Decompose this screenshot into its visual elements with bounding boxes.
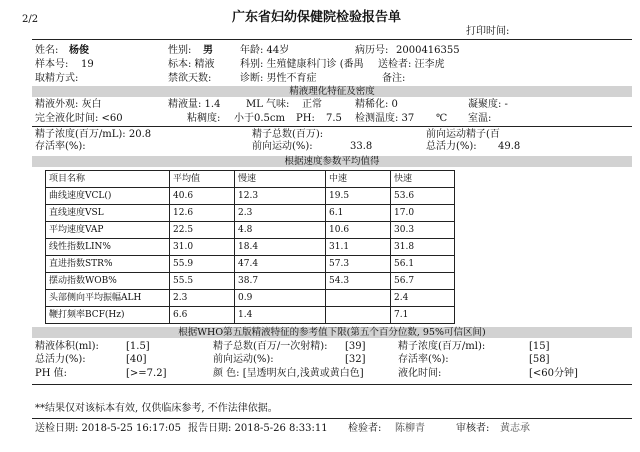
table-cell: 10.6 — [326, 222, 391, 239]
ref-progressive-value: [32] — [345, 354, 366, 365]
inspector-signature: 陈柳青 — [395, 423, 425, 434]
specimen: 标本: 精液 — [168, 59, 215, 70]
report-title: 广东省妇幼保健院检验报告单 — [232, 10, 402, 25]
section-velocity-title: 根据速度参数平均值得 — [32, 156, 632, 167]
table-cell: 12.6 — [170, 205, 235, 222]
sender: 送检者: 汪李虎 — [378, 59, 445, 70]
table-cell: 31.0 — [170, 239, 235, 256]
record-label: 病历号: — [355, 45, 389, 56]
section-physical-title: 精液理化特征及密度 — [32, 86, 632, 97]
table-cell: 56.1 — [391, 256, 455, 273]
table-cell: 2.3 — [235, 205, 326, 222]
table-cell: 4.8 — [235, 222, 326, 239]
sample-label: 样本号: — [35, 59, 69, 70]
viscosity-label: 粘稠度: — [187, 113, 221, 124]
department: 科别: 生殖健康科门诊 (番禺 — [240, 59, 364, 70]
table-cell: 55.5 — [170, 273, 235, 290]
table-cell: 7.1 — [391, 307, 455, 324]
table-cell: 57.3 — [326, 256, 391, 273]
name-label: 姓名: — [35, 45, 59, 56]
table-cell: 31.1 — [326, 239, 391, 256]
ph-value: 7.5 — [326, 113, 342, 124]
collection-method: 取精方式: — [35, 73, 79, 84]
table-header-row — [46, 171, 455, 188]
ref-survival-label: 存活率(%): — [398, 354, 449, 365]
table-cell: 40.6 — [170, 188, 235, 205]
table-row — [46, 290, 455, 307]
footer-divider — [32, 418, 632, 419]
table-cell: 6.6 — [170, 307, 235, 324]
table-cell — [326, 307, 391, 324]
ref-concentration-value: [15] — [529, 341, 550, 352]
table-cell: 38.7 — [235, 273, 326, 290]
column-header: 慢速 — [235, 171, 326, 188]
dilution: 精稀化: 0 — [355, 99, 398, 110]
table-row — [46, 256, 455, 273]
temperature-unit: ℃ — [436, 113, 448, 124]
semen-volume: 精液量: 1.4 — [168, 99, 221, 110]
column-header: 平均值 — [170, 171, 235, 188]
table-cell: 头部侧向平均振幅ALH — [46, 290, 170, 307]
sperm-total: 精子总数(百万): — [252, 129, 324, 140]
record-value: 2000416355 — [396, 45, 460, 56]
odor-value: 正常 — [302, 99, 322, 110]
total-motility-label: 总活力(%): — [426, 141, 477, 152]
ref-total-value: [39] — [345, 341, 366, 352]
table-cell: 直线速度VSL — [46, 205, 170, 222]
ref-concentration-label: 精子浓度(百万/ml): — [398, 341, 486, 352]
progressive-sperm: 前向运动精子(百 — [426, 129, 500, 140]
viscosity-value: 小于0.5cm — [234, 113, 285, 124]
table-cell: 线性指数LIN% — [46, 239, 170, 256]
abstinence-days: 禁欲天数: — [168, 73, 212, 84]
table-cell — [326, 290, 391, 307]
patient-name: 杨俊 — [69, 45, 89, 56]
test-temperature: 检测温度: 37 — [355, 113, 415, 124]
sample-value: 19 — [81, 59, 94, 70]
reviewer-signature: 黄志承 — [500, 423, 530, 434]
ref-liquefaction-label: 液化时间: — [398, 368, 442, 379]
disclaimer: **结果仅对该标本有效, 仅供临床参考, 不作法律依据。 — [35, 403, 278, 414]
survival-rate: 存活率(%): — [35, 141, 86, 152]
odor-label: ML 气味: — [246, 99, 290, 110]
table-cell: 19.5 — [326, 188, 391, 205]
column-header: 项目名称 — [46, 171, 170, 188]
table-cell: 22.5 — [170, 222, 235, 239]
table-row — [46, 273, 455, 290]
table-cell: 2.4 — [391, 290, 455, 307]
ref-volume-label: 精液体积(ml): — [35, 341, 99, 352]
table-cell: 直进指数STR% — [46, 256, 170, 273]
table-cell: 曲线速度VCL() — [46, 188, 170, 205]
table-cell: 54.3 — [326, 273, 391, 290]
column-header: 快速 — [391, 171, 455, 188]
velocity-table — [45, 170, 455, 324]
progressive-motility-label: 前向运动(%): — [252, 141, 313, 152]
header-divider — [32, 39, 632, 40]
ref-survival-value: [58] — [529, 354, 550, 365]
table-cell: 53.6 — [391, 188, 455, 205]
ref-progressive-label: 前向运动(%): — [213, 354, 274, 365]
table-row — [46, 188, 455, 205]
table-cell: 47.4 — [235, 256, 326, 273]
table-cell: 18.4 — [235, 239, 326, 256]
table-cell: 31.8 — [391, 239, 455, 256]
age: 年龄: 44岁 — [240, 45, 290, 56]
column-header: 中速 — [326, 171, 391, 188]
ref-motility-value: [40] — [126, 354, 147, 365]
ph-label: PH: — [296, 113, 315, 124]
remarks: 备注: — [382, 73, 406, 84]
diagnosis: 诊断: 男性不育症 — [240, 73, 317, 84]
sperm-concentration: 精子浓度(百万/mL): 20.8 — [35, 129, 152, 140]
agglutination: 凝聚度: - — [468, 99, 508, 110]
table-cell: 30.3 — [391, 222, 455, 239]
table-cell: 12.3 — [235, 188, 326, 205]
total-motility-value: 49.8 — [498, 141, 521, 152]
room-temperature: 室温: — [468, 113, 492, 124]
table-cell: 17.0 — [391, 205, 455, 222]
ref-total-label: 精子总数(百万/一次射精): — [213, 341, 328, 352]
table-cell: 摆动指数WOB% — [46, 273, 170, 290]
ref-liquefaction-value: [<60分钟] — [529, 368, 578, 379]
table-row — [46, 307, 455, 324]
ref-ph-value: [>=7.2] — [126, 368, 167, 379]
ref-color: 颜 色: [呈透明灰白,浅黄或黄白色] — [213, 368, 364, 379]
section-divider — [32, 126, 632, 127]
section-divider — [32, 384, 632, 385]
report-date: 报告日期: 2018-5-26 8:33:11 — [188, 423, 328, 434]
ref-ph-label: PH 值: — [35, 368, 67, 379]
table-cell: 鞭打频率BCF(Hz) — [46, 307, 170, 324]
table-cell: 55.9 — [170, 256, 235, 273]
semen-appearance: 精液外观: 灰白 — [35, 99, 102, 110]
inspector-label: 检验者: — [348, 423, 382, 434]
table-cell: 1.4 — [235, 307, 326, 324]
ref-volume-value: [1.5] — [126, 341, 150, 352]
table-cell: 6.1 — [326, 205, 391, 222]
sex-label: 性别: — [168, 45, 192, 56]
liquefaction-time: 完全液化时间: <60 — [35, 113, 123, 124]
table-cell: 56.7 — [391, 273, 455, 290]
table-row — [46, 205, 455, 222]
reviewer-label: 审核者: — [456, 423, 490, 434]
page-indicator: 2/2 — [22, 14, 39, 25]
table-cell: 2.3 — [170, 290, 235, 307]
ref-motility-label: 总活力(%): — [35, 354, 86, 365]
submit-date: 送检日期: 2018-5-25 16:17:05 — [35, 423, 181, 434]
section-who-title: 根据WHO第五版精液特征的参考值下限(第五个百分位数, 95%可信区间) — [32, 327, 632, 338]
table-cell: 0.9 — [235, 290, 326, 307]
progressive-motility-value: 33.8 — [350, 141, 373, 152]
table-row — [46, 239, 455, 256]
table-cell: 平均速度VAP — [46, 222, 170, 239]
sex-value: 男 — [203, 45, 213, 56]
table-row — [46, 222, 455, 239]
print-time-label: 打印时间: — [466, 26, 510, 37]
